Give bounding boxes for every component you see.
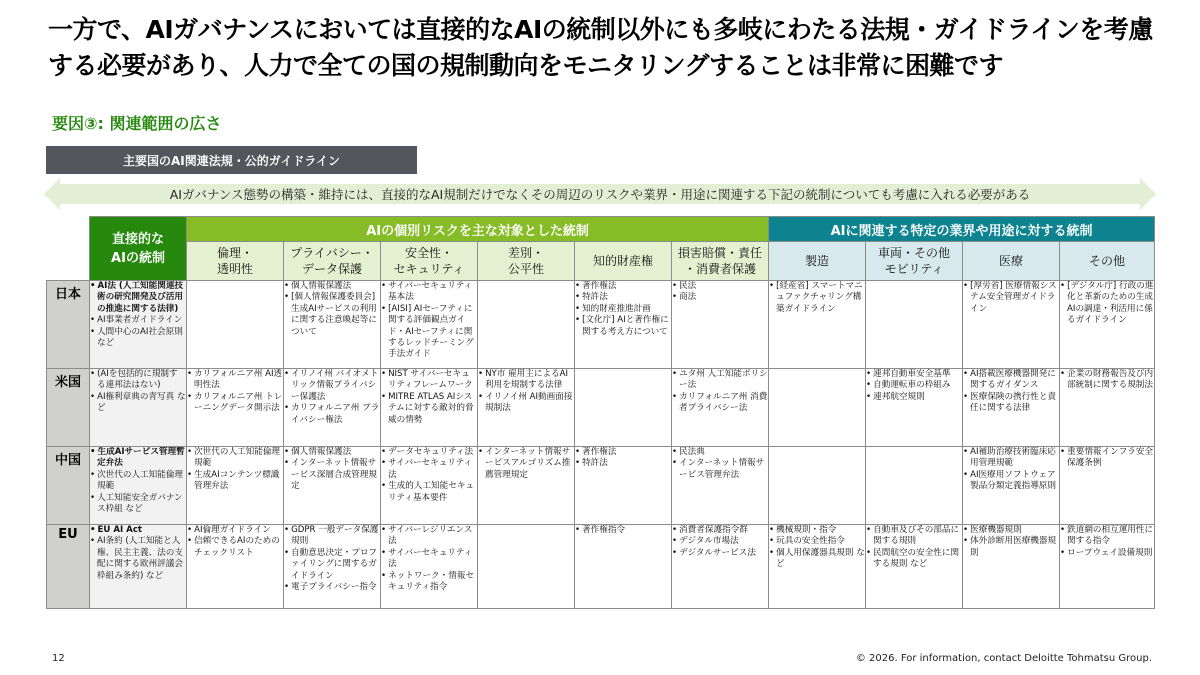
- list-item: • 生成AIサービス管理暫定弁法: [90, 447, 186, 470]
- list-item: • 自動車及びその部品に関する規則: [866, 525, 962, 548]
- corner-blank: [47, 217, 90, 281]
- col-liability: 損害賠償・責任 ・消費者保護: [672, 242, 769, 281]
- list-item: • 個人情報保護法: [284, 447, 380, 458]
- list-item: • 体外診断用医療機器規則: [963, 536, 1059, 559]
- table-row: [47, 447, 1155, 525]
- cell-ip: [575, 525, 672, 609]
- list-item: • AI権利章典の青写真 など: [90, 392, 186, 415]
- list-item: • 連邦自動車安全基準: [866, 369, 962, 380]
- list-item: • 消費者保護指令群: [672, 525, 768, 536]
- cell-ip: [575, 447, 672, 525]
- country-label: 中国: [47, 447, 90, 525]
- country-label: 日本: [47, 281, 90, 369]
- list-item: • AI事業者ガイドライン: [90, 315, 186, 326]
- list-item: • [デジタル庁] 行政の進化と革新のための生成AIの調達・利活用に係るガイドライン: [1060, 281, 1154, 327]
- cell-ethics: [187, 447, 284, 525]
- list-item: • AI補助治療技術臨床応用管理規範: [963, 447, 1059, 470]
- list-item: • 個人情報保護法: [284, 281, 380, 292]
- list-item: • 自動意思決定・プロファイリングに関するガイドライン: [284, 548, 380, 582]
- direct-control-cell: [90, 281, 187, 369]
- list-item: • 民法典: [672, 447, 768, 458]
- list-item: • AI法 (人工知能関連技術の研究開発及び活用の推進に関する法律): [90, 281, 186, 315]
- col-medical: 医療: [963, 242, 1060, 281]
- cell-manufacturing: [769, 447, 866, 525]
- cell-fairness: [478, 525, 575, 609]
- list-item: • [厚労省] 医療情報システム安全管理ガイドライン: [963, 281, 1059, 315]
- cell-security: [381, 281, 478, 369]
- list-item: • 重要情報インフラ安全保護条例: [1060, 447, 1154, 470]
- cell-other: [1060, 369, 1155, 447]
- cell-ethics: [187, 281, 284, 369]
- cell-liability: [672, 525, 769, 609]
- cell-manufacturing: [769, 369, 866, 447]
- list-item: • 著作権法: [575, 281, 671, 292]
- list-item: • イリノイ州 AI動画面接規制法: [478, 392, 574, 415]
- cell-security: [381, 369, 478, 447]
- list-item: • サイバーセキュリティ法: [381, 548, 477, 571]
- list-item: • 機械規則・指令: [769, 525, 865, 536]
- cell-medical: [963, 369, 1060, 447]
- cell-medical: [963, 281, 1060, 369]
- col-manufacturing: 製造: [769, 242, 866, 281]
- list-item: • 特許法: [575, 292, 671, 303]
- col-privacy: プライバシー・ データ保護: [284, 242, 381, 281]
- list-item: • 特許法: [575, 458, 671, 469]
- list-item: • 人工知能安全ガバナンス枠組 など: [90, 493, 186, 516]
- col-security: 安全性・ セキュリティ: [381, 242, 478, 281]
- list-item: • インターネット情報サービスアルゴリズム推薦管理規定: [478, 447, 574, 481]
- direct-control-cell: [90, 525, 187, 609]
- cell-ethics: [187, 369, 284, 447]
- cell-liability: [672, 281, 769, 369]
- list-item: • インターネット情報サービス管理弁法: [672, 458, 768, 481]
- cell-liability: [672, 447, 769, 525]
- cell-manufacturing: [769, 281, 866, 369]
- list-item: • サイバーセキュリティ基本法: [381, 281, 477, 304]
- col-mobility: 車両・その他 モビリティ: [866, 242, 963, 281]
- list-item: • AI倫理ガイドライン: [187, 525, 283, 536]
- cell-medical: [963, 447, 1060, 525]
- list-item: • 生成AIコンテンツ標識管理弁法: [187, 470, 283, 493]
- table-row: [47, 369, 1155, 447]
- list-item: • 自動運転車の枠組み: [866, 380, 962, 391]
- list-item: • 玩具の安全性指令: [769, 536, 865, 547]
- list-item: • AI条約 (人工知能と人権、民主主義、法の支配に関する欧州評議会枠組み条約) など: [90, 536, 186, 582]
- cell-security: [381, 447, 478, 525]
- list-item: • 鉄道網の相互運用性に関する指令: [1060, 525, 1154, 548]
- list-item: • イリノイ州 バイオメトリック情報プライバシー保護法: [284, 369, 380, 403]
- cell-ethics: [187, 525, 284, 609]
- direct-control-cell: [90, 369, 187, 447]
- list-item: • 企業の財務報告及び内部統制に関する規制法: [1060, 369, 1154, 392]
- cell-mobility: [866, 369, 963, 447]
- list-item: • NY市 雇用主によるAI利用を規制する法律: [478, 369, 574, 392]
- risk-group-header: AIの個別リスクを主な対象とした統制: [187, 217, 769, 242]
- list-item: • インターネット情報サービス深層合成管理規定: [284, 458, 380, 492]
- cell-security: [381, 525, 478, 609]
- cell-mobility: [866, 447, 963, 525]
- cell-medical: [963, 525, 1060, 609]
- country-label: EU: [47, 525, 90, 609]
- table-row: [47, 281, 1155, 369]
- cell-mobility: [866, 281, 963, 369]
- section-label: 主要国のAI関連法規・公的ガイドライン: [122, 153, 341, 168]
- col-ip: 知的財産権: [575, 242, 672, 281]
- cell-other: [1060, 281, 1155, 369]
- list-item: • 著作権法: [575, 447, 671, 458]
- list-item: • 人間中心のAI社会原則 など: [90, 327, 186, 350]
- list-item: • 民間航空の安全性に関する規則 など: [866, 548, 962, 571]
- list-item: • ロープウェイ設備規則: [1060, 548, 1154, 559]
- cell-manufacturing: [769, 525, 866, 609]
- list-item: • データセキュリティ法: [381, 447, 477, 458]
- list-item: • 個人用保護器具規則 など: [769, 548, 865, 571]
- country-label: 米国: [47, 369, 90, 447]
- list-item: • カリフォルニア州 AI透明性法: [187, 369, 283, 392]
- list-item: • デジタルサービス法: [672, 548, 768, 559]
- list-item: • 著作権指令: [575, 525, 671, 536]
- cell-fairness: [478, 369, 575, 447]
- section-label-bar: [46, 146, 417, 174]
- list-item: • デジタル市場法: [672, 536, 768, 547]
- list-item: • [文化庁] AIと著作権に関する考え方について: [575, 315, 671, 338]
- cell-other: [1060, 447, 1155, 525]
- list-item: • ネットワーク・情報セキュリティ指令: [381, 571, 477, 594]
- cell-privacy: [284, 447, 381, 525]
- list-item: • サイバーレジリエンス法: [381, 525, 477, 548]
- list-item: • GDPR 一般データ保護規則: [284, 525, 380, 548]
- list-item: • MITRE ATLAS AIシステムに対する敵対的脅威の情勢: [381, 392, 477, 426]
- section-subtitle: 要因③: 関連範囲の広さ: [52, 114, 222, 133]
- direct-control-header: 直接的な AIの統制: [90, 217, 187, 281]
- regulation-matrix: [46, 216, 1155, 609]
- list-item: • 次世代の人工知能倫理規範: [187, 447, 283, 470]
- slide-title: 一方で、AIガバナンスにおいては直接的なAIの統制以外にも多岐にわたる法規・ガイドラインを考慮する必要があり、人力で全ての国の規制動向をモニタリングすることは非常に困難です: [48, 15, 1153, 80]
- cell-fairness: [478, 281, 575, 369]
- list-item: • カリフォルニア州 プライバシー権法: [284, 403, 380, 426]
- table-row: [47, 525, 1155, 609]
- cell-ip: [575, 369, 672, 447]
- list-item: • カリフォルニア州 トレーニングデータ開示法: [187, 392, 283, 415]
- list-item: • 次世代の人工知能倫理規範: [90, 470, 186, 493]
- list-item: • 連邦航空規則: [866, 392, 962, 403]
- page-number: 12: [52, 653, 65, 664]
- cell-ip: [575, 281, 672, 369]
- cell-privacy: [284, 525, 381, 609]
- list-item: • 民法: [672, 281, 768, 292]
- list-item: • (AIを包括的に規制する連邦法はない): [90, 369, 186, 392]
- arrow-banner-text: AIガバナンス態勢の構築・維持には、直接的なAI規制だけでなくその周辺のリスクや業界・用途に関連する下記の統制についても考慮に入れる必要がある: [169, 187, 1031, 202]
- list-item: • 商法: [672, 292, 768, 303]
- list-item: • 医療保険の携行性と責任に関する法律: [963, 392, 1059, 415]
- cell-mobility: [866, 525, 963, 609]
- list-item: • 医療機器規則: [963, 525, 1059, 536]
- list-item: • [個人情報保護委員会] 生成AIサービスの利用に関する注意喚起等について: [284, 292, 380, 338]
- list-item: • サイバーセキュリティ法: [381, 458, 477, 481]
- cell-privacy: [284, 369, 381, 447]
- list-item: • 電子プライバシー指令: [284, 582, 380, 593]
- list-item: • AI医療用ソフトウェア製品分類定義指導原則: [963, 470, 1059, 493]
- col-ethics: 倫理・ 透明性: [187, 242, 284, 281]
- list-item: • ユタ州 人工知能ポリシー法: [672, 369, 768, 392]
- list-item: • [AISI] AIセーフティに関する評価観点ガイド・AIセーフティに関するレッドチーミング手法ガイド: [381, 304, 477, 361]
- list-item: • EU AI Act: [90, 525, 186, 536]
- list-item: • 知的財産推進計画: [575, 304, 671, 315]
- list-item: • 信頼できるAIのためのチェックリスト: [187, 536, 283, 559]
- list-item: • 生成的人工知能セキュリティ基本要件: [381, 481, 477, 504]
- list-item: • AI搭載医療機器開発に関するガイダンス: [963, 369, 1059, 392]
- list-item: • カリフォルニア州 消費者プライバシー法: [672, 392, 768, 415]
- col-other: その他: [1060, 242, 1155, 281]
- cell-other: [1060, 525, 1155, 609]
- list-item: • [経産省] スマートマニュファクチャリング構築ガイドライン: [769, 281, 865, 315]
- cell-liability: [672, 369, 769, 447]
- col-fairness: 差別・ 公平性: [478, 242, 575, 281]
- copyright-notice: © 2026. For information, contact Deloitte Tohmatsu Group.: [855, 653, 1152, 664]
- direct-control-cell: [90, 447, 187, 525]
- cell-privacy: [284, 281, 381, 369]
- industry-group-header: AIに関連する特定の業界や用途に対する統制: [769, 217, 1155, 242]
- double-arrow-banner: [44, 178, 1156, 210]
- list-item: • NIST サイバーセキュリティフレームワーク: [381, 369, 477, 392]
- cell-fairness: [478, 447, 575, 525]
